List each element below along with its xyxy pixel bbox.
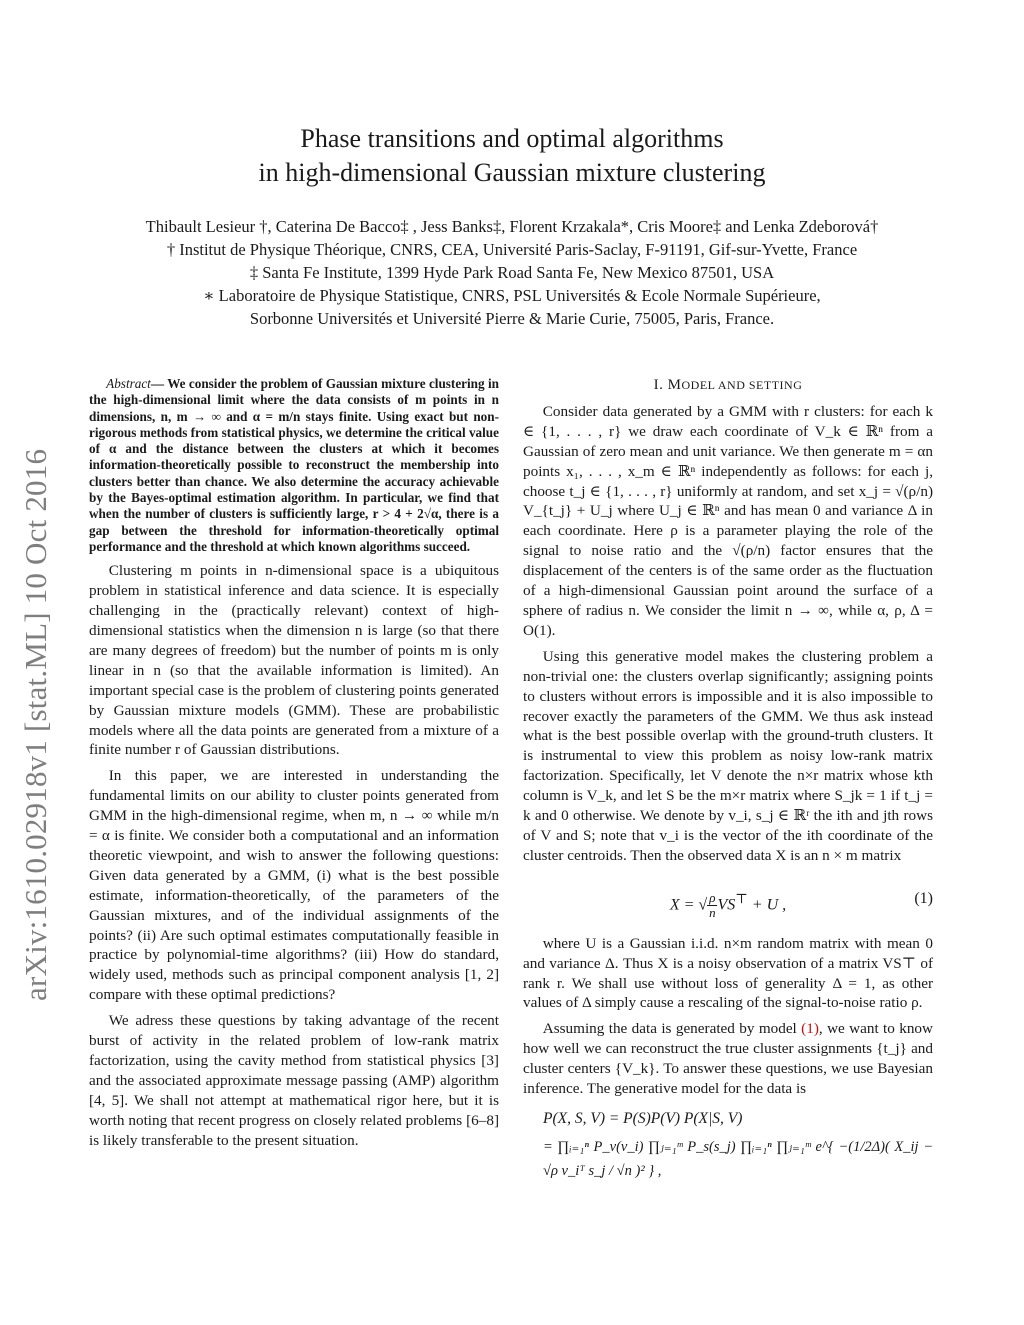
model-paragraph-4-start: Assuming the data is generated by model	[542, 1020, 802, 1038]
equation-1: X = √ $\frac{\rho}{n}$ VS⊤ + U , (1)	[523, 876, 933, 922]
section-numeral: I.	[653, 377, 668, 393]
equation-1-tail: + U ,	[747, 896, 787, 914]
section-heading-initial: M	[667, 377, 682, 393]
model-paragraph-1: Consider data generated by a GMM with r clusters: for each k ∈ {1, . . . , r} we draw each coordinate of V_k ∈ ℝⁿ from a Gaussian of zero mean and unit variance. We then generate m = αn points x₁, . . . , x_m ∈ ℝⁿ independently as follows: for each j, choose t_j ∈ {1, . . . , r} uniformly at random, and set x_j = √(ρ/n) V_{t_j} + U_j where U_j ∈ ℝⁿ and has mean 0 and variance Δ in each coordinate. Here ρ is a parameter playing the role of the signal to noise ratio and the √(ρ/n) factor ensures that the displacement of the centers is of the same order as the fluctuation of a high-dimensional Gaussian point around the surface of a sphere of radius n. We consider the limit n → ∞, while α, ρ, Δ = O(1).	[523, 402, 933, 639]
equation-1-lhs: X =	[669, 896, 699, 914]
equation-reference-link[interactable]: (1)	[801, 1020, 819, 1038]
section-heading-model	[523, 376, 933, 396]
affiliation-santa-fe: ‡ Santa Fe Institute, 1399 Hyde Park Road Santa Fe, New Mexico 87501, USA	[249, 263, 775, 282]
model-paragraph-3: where U is a Gaussian i.i.d. n×m random matrix with mean 0 and variance Δ. Thus X is a noisy observation of a matrix VS⊤ of rank r. We shall use without loss of generality Δ = 1, as other values of Δ simply cause a rescaling of the signal-to-noise ratio ρ.	[523, 934, 933, 1012]
abstract-text: We consider the problem of Gaussian mixture clustering in the high-dimensional limit where the data consists of m points in n dimensions, n, m → ∞ and α = m/n stays finite. Using exact but non-rigorous methods from statistical physics, we determine the critical value of α and the distance between the clusters at which it becomes information-theoretically possible to reconstruct the membership into clusters better than chance. We also determine the accuracy achievable by the Bayes-optimal estimation algorithm. In particular, we find that when the number of clusters is sufficiently large, r > 4 + 2√α, there is a gap between the threshold for information-theoretically optimal performance and the threshold at which known algorithms succeed.	[89, 376, 499, 554]
equation-2-line-1: P(X, S, V) = P(S)P(V) P(X|S, V)	[543, 1110, 743, 1127]
intro-paragraph-1: Clustering m points in n-dimensional space is a ubiquitous problem in statistical inference and data science. It is especially challenging in the (practically relevant) context of high-dimensional statistics when the dimension n is large (so that there are many degrees of freedom) but the number of points m is only linear in n (so that the available information is limited). An important special case is the problem of clustering points generated by Gaussian mixture models (GMM). These are probabilistic models where all the data points are generated from a mixture of a finite number r of Gaussian distributions.	[89, 562, 499, 759]
title-line-1: Phase transitions and optimal algorithms	[300, 124, 724, 153]
affiliation-ipht: † Institut de Physique Théorique, CNRS, CEA, Université Paris-Saclay, F-91191, Gif-sur-Yvette, France	[166, 240, 858, 259]
affiliation-lps-cont: Sorbonne Universités et Université Pierre & Marie Curie, 75005, Paris, France.	[249, 309, 775, 328]
affiliation-lps: ∗ Laboratoire de Physique Statistique, CNRS, PSL Universités & Ecole Normale Supérieure,	[203, 286, 821, 305]
section-heading-rest: ODEL AND SETTING	[681, 378, 803, 392]
equation-1-fraction: $\frac{\rho}{n}$	[709, 889, 716, 920]
equation-1-number: (1)	[914, 889, 933, 907]
paper-title	[150, 122, 874, 190]
abstract-dash: —	[150, 376, 168, 391]
equation-2	[523, 1107, 933, 1183]
equation-2-line-2: = ∏ᵢ₌₁ⁿ P_v(v_i) ∏ⱼ₌₁ᵐ P_s(s_j) ∏ᵢ₌₁ⁿ ∏ⱼ₌₁ᵐ e^{ −(1/2Δ)( X_ij − √ρ v_iᵀ s_j / √n )² } ,	[543, 1139, 933, 1179]
abstract	[89, 376, 499, 555]
equation-1-rhs: VS	[717, 896, 736, 914]
model-paragraph-4-end: , we want to know how well we can reconstruct the true cluster assignments {t_j} and cluster centers {V_k}. To answer these questions, we use Bayesian inference. The generative model for the data is	[523, 1020, 933, 1098]
intro-paragraph-3: We adress these questions by taking advantage of the recent burst of activity in the related problem of low-rank matrix factorization, using the cavity method from statistical physics [3] and the associated approximate message passing (AMP) algorithm [4, 5]. We shall not attempt at mathematical rigor here, but it is worth noting that recent progress on closely related problems [6–8] is likely transferable to the present situation.	[89, 1012, 499, 1149]
left-column	[89, 376, 499, 1157]
intro-paragraph-2: In this paper, we are interested in understanding the fundamental limits on our ability to cluster points generated from GMM in the high-dimensional regime, when m, n → ∞ while m/n = α is finite. We consider both a computational and an information theoretic viewpoint, and wish to answer the following questions: Given data generated by a GMM, (i) what is the best possible estimate, information-theoretically, of the parameters of the Gaussian mixtures, and of the individual assignments of the points? (ii) Are such optimal estimates computationally feasible in practice by polynomial-time algorithms? (iii) How do standard, widely used, methods such as principal component analysis [1, 2] compare with these optimal predictions?	[89, 767, 499, 1004]
right-column	[523, 376, 933, 1183]
author-list: Thibault Lesieur †, Caterina De Bacco‡ , Jess Banks‡, Florent Krzakala*, Cris Moore‡ and Lenka Zdeborová†	[145, 217, 879, 236]
arxiv-identifier-stamp: arXiv:1610.02918v1 [stat.ML] 10 Oct 2016	[18, 448, 53, 1001]
model-paragraph-4	[523, 1019, 933, 1099]
author-block	[60, 215, 964, 330]
title-line-2: in high-dimensional Gaussian mixture clustering	[258, 158, 766, 187]
model-paragraph-2: Using this generative model makes the clustering problem a non-trivial one: the clusters overlap significantly; assigning points to clusters without errors is impossible and it is also impossible to recover exactly the parameters of the GMM. We thus ask instead what is the best possible overlap with the ground-truth clusters. It is instrumental to view this problem as noisy low-rank matrix factorization. Specifically, let V denote the n×r matrix whose kth column is V_k, and let S be the m×r matrix where S_jk = 1 if t_j = k and 0 otherwise. We denote by v_i, s_j ∈ ℝʳ the ith and jth rows of V and S; note that v_i is the vector of the ith coordinate of the cluster centroids. Then the observed data X is an n × m matrix	[523, 647, 933, 864]
abstract-label: Abstract	[106, 376, 151, 391]
